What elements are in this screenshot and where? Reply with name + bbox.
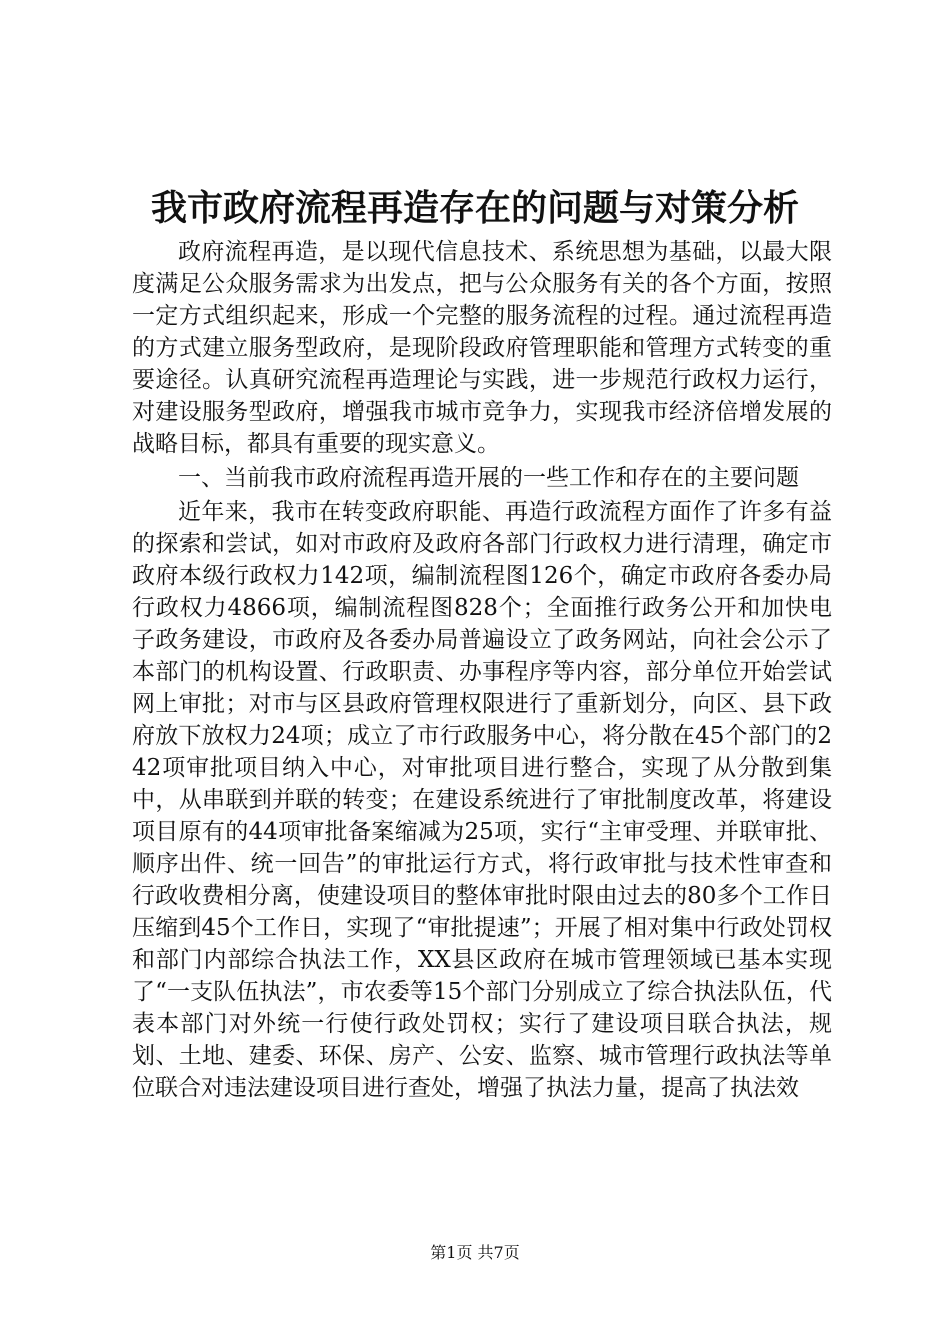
paragraph-recent-work: 近年来，我市在转变政府职能、再造行政流程方面作了许多有益的探索和尝试，如对市政府及政府各部门行政权力进行清理，确定市政府本级行政权力142项，编制流程图126个，确定市政府各委办局行政权力4866项，编制流程图828个；全面推行政务公开和加快电子政务建设，市政府及各委办局普遍设立了政务网站，向社会公示了本部门的机构设置、行政职责、办事程序等内容，部分单位开始尝试网上审批；对市与区县政府管理权限进行了重新划分，向区、县下政府放下放权力24项；成立了市行政服务中心，将分散在45个部门的242项审批项目纳入中心，对审批项目进行整合，实现了从分散到集中，从串联到并联的转变；在建设系统进行了审批制度改革，将建设项目原有的44项审批备案缩减为25项，实行“主审受理、并联审批、顺序出件、统一回告”的审批运行方式，将行政审批与技术性审查和行政收费相分离，使建设项目的整体审批时限由过去的80多个工作日压缩到45个工作日，实现了“审批提速”；开展了相对集中行政处罚权和部门内部综合执法工作，XX县区政府在城市管理领域已基本实现了“一支队伍执法”，市农委等15个部门分别成立了综合执法队伍，代表本部门对外统一行使行政处罚权；实行了建设项目联合执法，规划、土地、建委、环保、房产、公安、监察、城市管理行政执法等单位联合对违法建设项目进行查处，增强了执法力量，提高了执法效 [132,499,832,1101]
document-title: 我市政府流程再造存在的问题与对策分析 [150,187,799,229]
section-heading: 一、当前我市政府流程再造开展的一些工作和存在的主要问题 [178,465,799,491]
document-body [132,236,832,1104]
paragraph-intro: 政府流程再造，是以现代信息技术、系统思想为基础，以最大限度满足公众服务需求为出发点，把与公众服务有关的各个方面，按照一定方式组织起来，形成一个完整的服务流程的过程。通过流程再造的方式建立服务型政府，是现阶段政府管理职能和管理方式转变的重要途径。认真研究流程再造理论与实践，进一步规范行政权力运行，对建设服务型政府，增强我市城市竞争力，实现我市经济倍增发展的战略目标，都具有重要的现实意义。 [132,239,832,457]
page-footer: 第1页 共7页 [430,1243,520,1262]
